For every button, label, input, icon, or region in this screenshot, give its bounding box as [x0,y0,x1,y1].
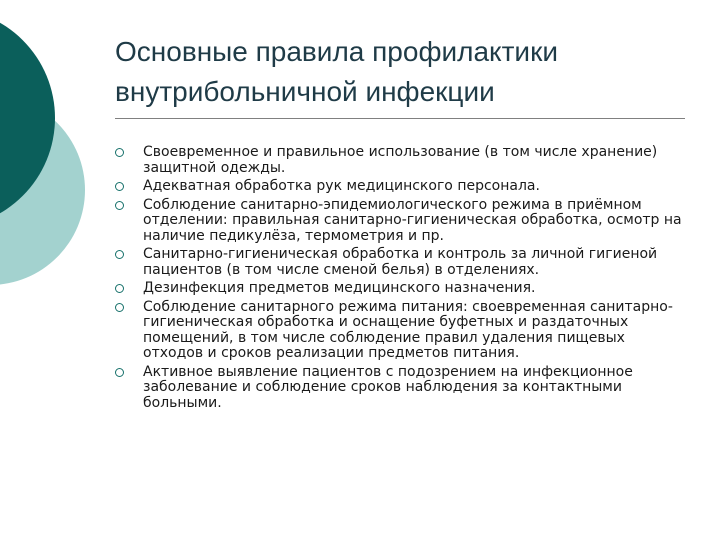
bullet-circle-icon [115,201,124,210]
bullet-item [115,198,685,245]
bullet-circle-icon [115,148,124,157]
bullet-text: Адекватная обработка рук медицинского персонала. [143,178,540,194]
bullet-text: Санитарно-гигиеническая обработка и контроль за личной гигиеной пациентов (в том числе сменой белья) в отделениях. [143,246,658,278]
bullet-circle-icon [115,303,124,312]
bullet-circle-icon [115,250,124,259]
bullet-text: Дезинфекция предметов медицинского назначения. [143,280,536,296]
title-divider [115,118,685,119]
bullet-item [115,145,685,176]
bullet-item [115,247,685,278]
decorative-teal-circles [0,0,120,540]
bullet-item [115,179,685,195]
bullet-circle-icon [115,368,124,377]
bullet-text: Соблюдение санитарно-эпидемиологического режима в приёмном отделении: правильная санитарно-гигиеническая обработка, осмотр на наличие педикулёза, термометрия и пр. [143,196,682,244]
bullet-item [115,300,685,362]
title-line-1: Основные правила профилактики [115,36,558,67]
title-line-2: внутрибольничной инфекции [115,76,495,107]
bullet-list [115,145,685,414]
bullet-item [115,365,685,412]
bullet-circle-icon [115,284,124,293]
slide-title [115,32,695,112]
bullet-text: Активное выявление пациентов с подозрением на инфекционное заболевание и соблюдение сроков наблюдения за контактными больными. [143,363,633,411]
bullet-text: Своевременное и правильное использование (в том числе хранение) защитной одежды. [143,144,658,176]
bullet-text: Соблюдение санитарного режима питания: своевременная санитарно-гигиеническая обработка и оснащение буфетных и раздаточных помещений, в том числе соблюдение правил удаления пищевых отходов и сроков реализации предметов питания. [143,298,673,361]
bullet-circle-icon [115,182,124,191]
bullet-item [115,281,685,297]
